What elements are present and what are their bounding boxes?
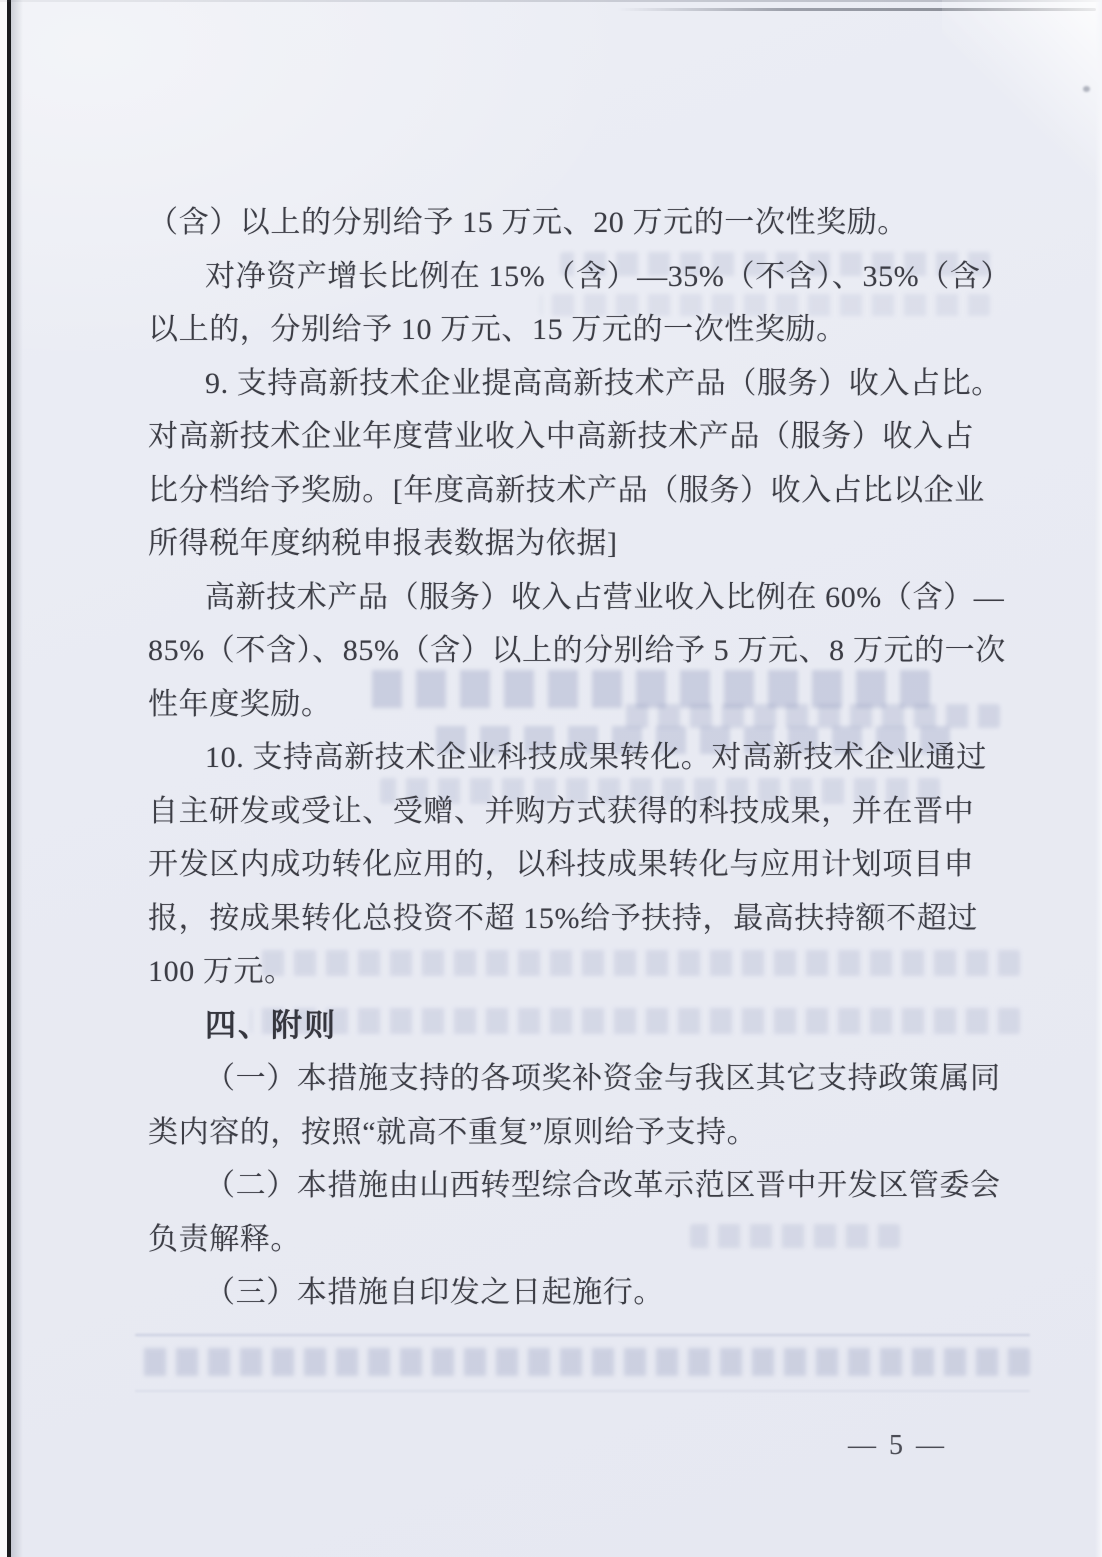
section-heading: 四、附则 xyxy=(205,1007,337,1043)
text-line: （含）以上的分别给予 15 万元、20 万元的一次性奖励。 xyxy=(148,206,908,239)
text-line: 比分档给予奖励。[年度高新技术产品（服务）收入占比以企业 xyxy=(148,473,985,507)
text-line: 类内容的，按照“就高不重复”原则给予支持。 xyxy=(148,1115,758,1149)
scan-edge-shadow xyxy=(11,0,23,1557)
text-line: （三）本措施自印发之日起施行。 xyxy=(205,1276,664,1309)
bleed-through-rule xyxy=(135,1334,1030,1336)
paper-corner-highlight xyxy=(942,0,1102,200)
page-number: — 5 — xyxy=(848,1430,947,1461)
bleed-through-artifact xyxy=(140,1348,1030,1376)
text-line: 性年度奖励。 xyxy=(148,687,332,721)
text-line: 开发区内成功转化应用的，以科技成果转化与应用计划项目申 xyxy=(148,848,975,881)
text-line: 85%（不含）、85%（含）以上的分别给予 5 万元、8 万元的一次 xyxy=(148,634,1006,667)
text-line: 以上的，分别给予 10 万元、15 万元的一次性奖励。 xyxy=(148,313,847,346)
text-line: （一）本措施支持的各项奖补资金与我区其它支持政策属同 xyxy=(205,1062,1001,1095)
text-line: 9. 支持高新技术企业提高高新技术产品（服务）收入占比。 xyxy=(205,366,1002,400)
scan-left-margin xyxy=(0,0,7,1557)
scan-speck xyxy=(1083,86,1090,92)
scan-top-edge xyxy=(0,0,1102,2)
text-line: 所得税年度纳税申报表数据为依据] xyxy=(148,527,618,560)
bleed-through-rule xyxy=(135,1390,1030,1392)
text-line: 100 万元。 xyxy=(148,955,295,988)
text-line: 对净资产增长比例在 15%（含）—35%（不含）、35%（含） xyxy=(205,259,1012,293)
text-line: 负责解释。 xyxy=(148,1222,301,1256)
scan-right-edge xyxy=(1095,0,1102,1557)
text-line: 自主研发或受让、受赠、并购方式获得的科技成果，并在晋中 xyxy=(148,794,975,828)
text-line: （二）本措施由山西转型综合改革示范区晋中开发区管委会 xyxy=(205,1169,1001,1202)
text-line: 10. 支持高新技术企业科技成果转化。对高新技术企业通过 xyxy=(205,741,987,774)
text-line: 对高新技术企业年度营业收入中高新技术产品（服务）收入占 xyxy=(148,420,975,453)
document-text xyxy=(148,196,1012,1320)
text-line: 报，按成果转化总投资不超 15%给予扶持，最高扶持额不超过 xyxy=(148,901,978,935)
text-line: 高新技术产品（服务）收入占营业收入比例在 60%（含）— xyxy=(205,580,1005,614)
